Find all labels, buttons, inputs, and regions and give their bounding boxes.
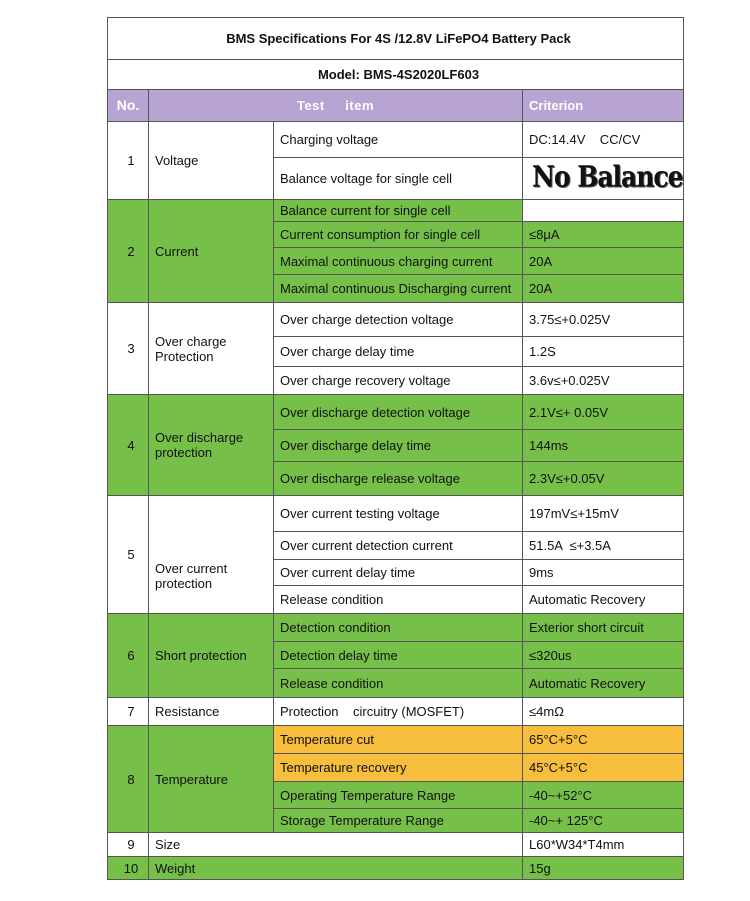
test-item: Voltage (149, 122, 274, 200)
test-name: Over current detection current (274, 532, 523, 560)
criterion-value: ≤8μA (523, 222, 684, 248)
criterion-value: -40~+52°C (523, 782, 684, 809)
criterion-value: 15g (523, 857, 684, 880)
test-item-label: Over current protection (155, 561, 228, 591)
test-name: Storage Temperature Range (274, 809, 523, 833)
test-item: Over charge Protection (149, 303, 274, 395)
test-name: Release condition (274, 669, 523, 698)
row-number: 9 (108, 833, 149, 857)
criterion-value: 20A (523, 248, 684, 275)
row-number: 1 (108, 122, 149, 200)
test-name: Operating Temperature Range (274, 782, 523, 809)
criterion-value: L60*W34*T4mm (523, 833, 684, 857)
criterion-value: 20A (523, 275, 684, 303)
criterion-value: 2.3V≤+0.05V (523, 462, 684, 496)
criterion-value: -40~+ 125°C (523, 809, 684, 833)
test-item: Over discharge protection (149, 395, 274, 496)
test-name: Release condition (274, 586, 523, 614)
criterion-value: 45°C+5°C (523, 754, 684, 782)
criterion-value: 9ms (523, 560, 684, 586)
criterion-value: 144ms (523, 430, 684, 462)
criterion-value: 51.5A ≤+3.5A (523, 532, 684, 560)
model-number: Model: BMS-4S2020LF603 (108, 60, 684, 90)
test-name: Over charge recovery voltage (274, 367, 523, 395)
criterion-value (523, 158, 684, 200)
test-name: Charging voltage (274, 122, 523, 158)
criterion-value: Exterior short circuit (523, 614, 684, 642)
test-item: Temperature (149, 726, 274, 833)
criterion-value: Automatic Recovery (523, 586, 684, 614)
row-number: 10 (108, 857, 149, 880)
test-item: Size (149, 833, 523, 857)
test-name: Detection delay time (274, 642, 523, 669)
test-name: Over current delay time (274, 560, 523, 586)
header-test-item: Test item (149, 90, 523, 122)
test-name: Over discharge detection voltage (274, 395, 523, 430)
row-number: 5 (108, 496, 149, 614)
criterion-value: 197mV≤+15mV (523, 496, 684, 532)
test-item: Weight (149, 857, 523, 880)
criterion-value: ≤4mΩ (523, 698, 684, 726)
test-item: Resistance (149, 698, 274, 726)
no-balance-stamp: No Balance (532, 159, 683, 194)
criterion-value: 1.2S (523, 337, 684, 367)
test-name: Maximal continuous charging current (274, 248, 523, 275)
row-number: 7 (108, 698, 149, 726)
criterion-value: 65°C+5°C (523, 726, 684, 754)
test-name: Current consumption for single cell (274, 222, 523, 248)
header-no: No. (108, 90, 149, 122)
test-name: Protection circuitry (MOSFET) (274, 698, 523, 726)
test-name: Over discharge delay time (274, 430, 523, 462)
table-title: BMS Specifications For 4S /12.8V LiFePO4 Battery Pack (108, 18, 684, 60)
bms-spec-table (107, 17, 684, 880)
criterion-value: DC:14.4V CC/CV (523, 122, 684, 158)
test-item: Short protection (149, 614, 274, 698)
test-name: Over current testing voltage (274, 496, 523, 532)
test-name: Over charge delay time (274, 337, 523, 367)
criterion-value: 3.6v≤+0.025V (523, 367, 684, 395)
row-number: 2 (108, 200, 149, 303)
header-criterion: Criterion (523, 90, 684, 122)
test-name: Temperature cut (274, 726, 523, 754)
criterion-value: 2.1V≤+ 0.05V (523, 395, 684, 430)
test-name: Over charge detection voltage (274, 303, 523, 337)
test-name: Balance voltage for single cell (274, 158, 523, 200)
test-name: Maximal continuous Discharging current (274, 275, 523, 303)
criterion-value: ≤320us (523, 642, 684, 669)
criterion-value: 3.75≤+0.025V (523, 303, 684, 337)
test-name: Balance current for single cell (274, 200, 523, 222)
test-name: Temperature recovery (274, 754, 523, 782)
row-number: 6 (108, 614, 149, 698)
test-item: Current (149, 200, 274, 303)
test-item (149, 496, 274, 614)
row-number: 3 (108, 303, 149, 395)
test-name: Detection condition (274, 614, 523, 642)
row-number: 8 (108, 726, 149, 833)
criterion-value: Automatic Recovery (523, 669, 684, 698)
criterion-value (523, 200, 684, 222)
row-number: 4 (108, 395, 149, 496)
test-name: Over discharge release voltage (274, 462, 523, 496)
